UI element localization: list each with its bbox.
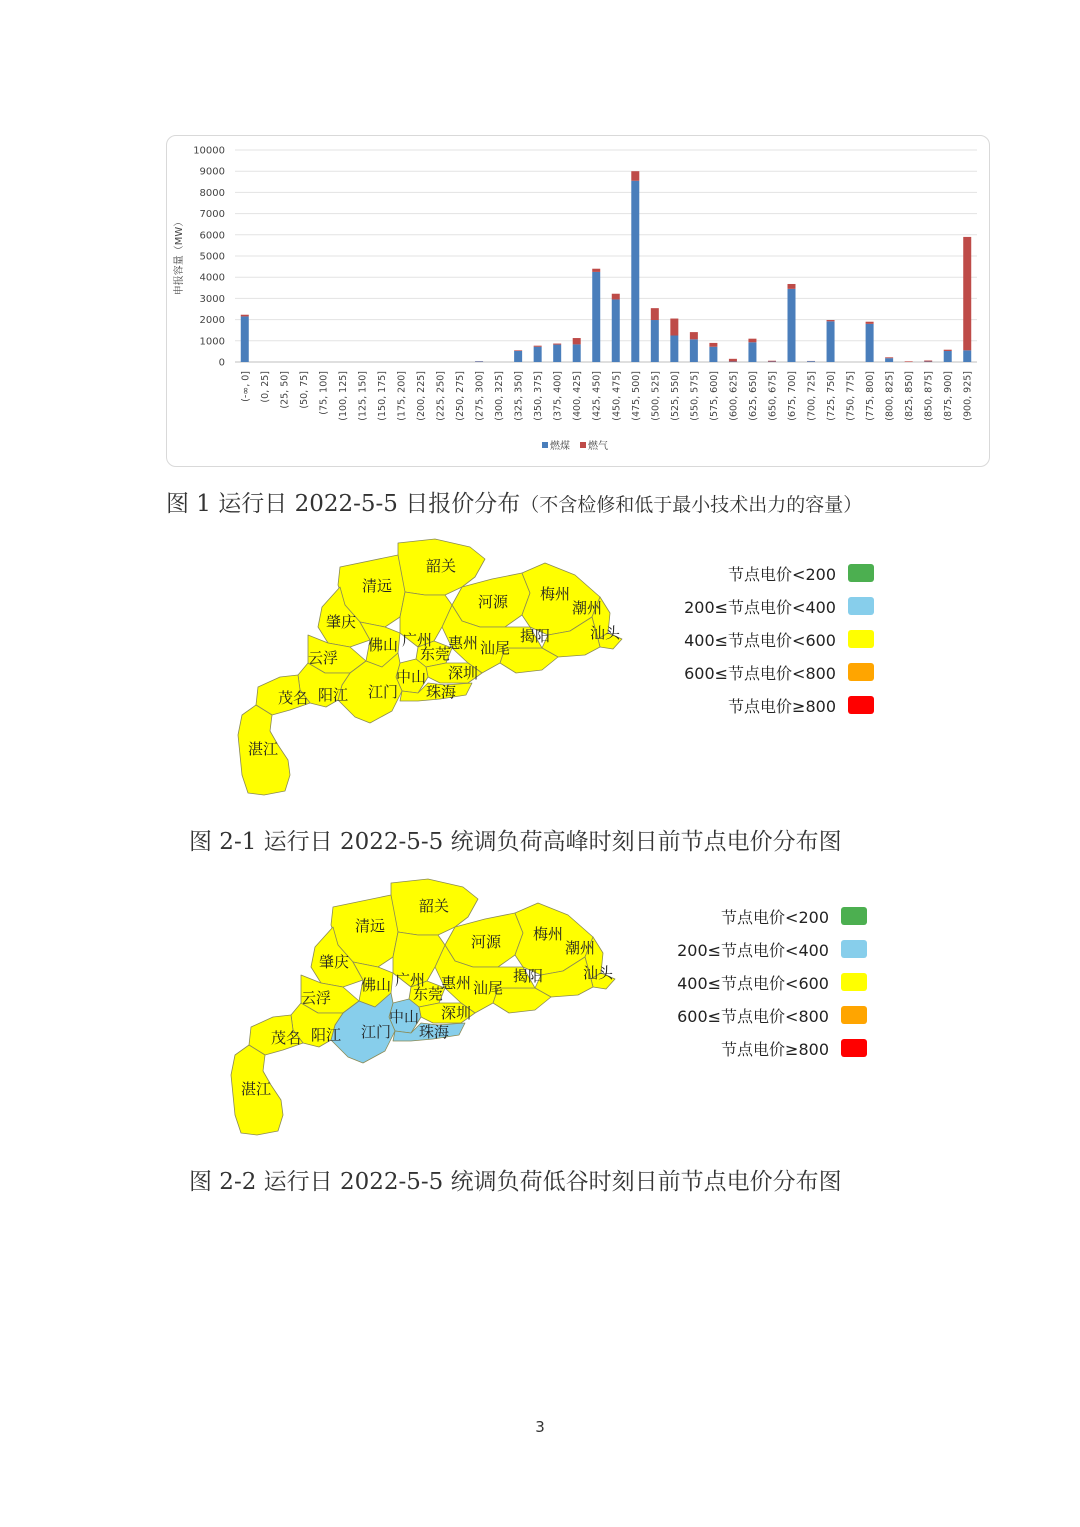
figure1-caption-note: （不含检修和低于最小技术出力的容量） [520,494,863,516]
x-tick-label: (675, 700] [787,371,798,421]
x-tick-label: (625, 650] [747,371,759,421]
figure2-2-caption: 图 2-2 运行日 2022-5-5 统调负荷低谷时刻日前节点电价分布图 [189,1169,842,1195]
bar-gas [866,322,874,324]
legend-swatch [848,564,874,582]
figure2-1-caption: 图 2-1 运行日 2022-5-5 统调负荷高峰时刻日前节点电价分布图 [189,829,842,855]
bar-gas [963,237,971,350]
legend-swatch [542,442,548,448]
city-label-dongguan: 东莞 [413,985,444,1003]
figure1-caption-main: 图 1 运行日 2022-5-5 日报价分布 [166,491,521,517]
y-tick-label: 1000 [199,336,225,348]
y-tick-label: 2000 [199,315,225,327]
legend-item-label: 200≤节点电价<400 [684,597,836,617]
y-tick-label: 3000 [199,293,225,305]
y-tick-label: 5000 [199,251,225,263]
legend-item-label: 节点电价<200 [728,564,836,584]
x-tick-label: (775, 800] [865,371,877,421]
legend-item-label: 节点电价≥800 [728,696,836,716]
legend-item [728,694,874,716]
bar-gas [729,359,737,362]
valley-price-map [223,875,623,1143]
x-tick-label: (425, 450] [591,371,603,421]
city-label-shantou: 汕头 [590,624,621,642]
bar-gas [534,346,542,347]
city-label-zhaoqing: 肇庆 [319,953,350,971]
city-label-shenzhen: 深圳 [448,664,479,682]
legend-swatch [848,696,874,714]
bar-gas [514,350,522,351]
legend-swatch [848,630,874,648]
city-label-jieyang: 揭阳 [513,967,544,985]
legend-swatch [848,663,874,681]
bar-coal [748,342,756,362]
city-label-shanwei: 汕尾 [480,639,511,657]
x-tick-label: (0, 25] [259,371,271,403]
bar-gas [573,338,581,344]
y-tick-label: 10000 [193,145,225,157]
y-tick-label: 4000 [199,272,225,284]
bar-gas [905,361,913,362]
bar-coal [670,336,678,363]
x-tick-label: (850, 875] [923,371,935,421]
x-tick-label: (475, 500] [630,371,642,421]
bar-coal [241,316,249,362]
city-label-heyuan: 河源 [478,593,509,611]
legend-swatch [841,973,867,991]
city-label-meizhou: 梅州 [540,585,571,603]
bar-gas [651,308,659,320]
y-axis-label: 申报容量（MW） [174,216,185,296]
city-label-zhongshan: 中山 [396,668,427,686]
city-label-zhanjiang: 湛江 [248,740,279,758]
legend-item [684,661,874,683]
city-label-chaozhou: 潮州 [565,939,596,957]
city-label-meizhou: 梅州 [533,925,564,943]
legend-item-label: 节点电价≥800 [721,1039,829,1059]
x-tick-label: (500, 525] [650,371,662,421]
y-tick-label: 7000 [199,209,225,221]
bar-coal [788,289,796,362]
legend-swatch [841,907,867,925]
city-label-shaoguan: 韶关 [426,557,457,575]
bar-coal [866,324,874,362]
legend-item [677,1004,867,1026]
bar-coal [963,350,971,362]
city-label-maoming: 茂名 [271,1029,302,1047]
figure1-caption [166,485,862,518]
city-label-huizhou: 惠州 [441,974,472,992]
x-tick-label: (900, 925] [962,371,974,421]
city-label-jiangmen: 江门 [368,683,399,701]
legend-item [721,1037,867,1059]
x-tick-label: (725, 750] [826,371,838,421]
x-tick-label: (400, 425] [572,371,584,421]
city-label-qingyuan: 清远 [362,577,393,595]
page-number: 3 [535,1418,545,1436]
city-label-maoming: 茂名 [278,689,309,707]
legend-item [677,971,867,993]
x-tick-label: (325, 350] [513,371,525,421]
legend-item [677,938,867,960]
y-tick-label: 9000 [199,166,225,178]
x-tick-label: (875, 900] [943,371,955,421]
bar-gas [788,284,796,289]
city-label-yunfu: 云浮 [308,649,339,667]
x-tick-label: (250, 275] [455,371,467,421]
x-tick-label: (450, 475] [611,371,623,421]
bar-coal [631,181,639,362]
bar-coal [651,320,659,362]
city-label-jieyang: 揭阳 [520,627,551,645]
x-tick-label: (700, 725] [806,371,818,421]
bar-coal [573,344,581,362]
city-label-dongguan: 东莞 [420,645,451,663]
legend-swatch [841,1039,867,1057]
city-label-zhongshan: 中山 [389,1008,420,1026]
bar-coal [827,321,835,362]
x-tick-label: (75, 100] [318,371,330,415]
legend-item-label: 400≤节点电价<600 [677,973,829,993]
city-label-qingyuan: 清远 [355,917,386,935]
city-label-yunfu: 云浮 [301,989,332,1007]
legend-swatch [841,940,867,958]
city-label-shantou: 汕头 [583,964,614,982]
y-tick-label: 8000 [199,187,225,199]
bar-coal [514,351,522,362]
peak-map-legend [640,562,874,732]
bar-gas [612,294,620,300]
legend-item [684,595,874,617]
peak-price-map [230,535,630,803]
bar-gas [924,361,932,362]
legend-item-label: 400≤节点电价<600 [684,630,836,650]
city-label-shanwei: 汕尾 [473,979,504,997]
legend-item-label: 600≤节点电价<800 [677,1006,829,1026]
bar-coal [553,345,561,362]
x-tick-label: (825, 850] [904,371,916,421]
bar-gas [241,315,249,317]
legend-swatch [841,1006,867,1024]
y-tick-label: 0 [218,357,225,369]
city-label-zhanjiang: 湛江 [241,1080,272,1098]
legend-swatch [848,597,874,615]
city-label-shenzhen: 深圳 [441,1004,472,1022]
bar-coal [475,361,483,362]
x-tick-label: (650, 675] [767,371,779,421]
x-tick-label: (175, 200] [396,371,408,421]
x-tick-label: (575, 600] [708,371,720,421]
x-tick-label: (50, 75] [298,371,310,409]
legend-label: 燃气 [588,441,608,452]
x-tick-label: (100, 125] [337,371,349,421]
city-label-shaoguan: 韶关 [419,897,450,915]
x-tick-label: (300, 325] [494,371,506,421]
x-tick-label: (550, 575] [689,371,701,421]
legend-item-label: 200≤节点电价<400 [677,940,829,960]
x-tick-label: (125, 150] [357,371,369,421]
city-label-chaozhou: 潮州 [572,599,603,617]
bar-gas [670,319,678,336]
bar-gas [885,357,893,358]
bar-coal [592,272,600,362]
city-label-zhuhai: 珠海 [426,683,457,701]
chart-canvas [167,136,989,466]
x-tick-label: (800, 825] [884,371,896,421]
x-tick-label: (350, 375] [533,371,545,421]
x-tick-label: (750, 775] [845,371,857,421]
legend-item [684,628,874,650]
y-tick-label: 6000 [199,230,225,242]
bar-gas [553,344,561,345]
bar-gas [827,320,835,321]
x-tick-label: (600, 625] [728,371,740,421]
x-tick-label: (25, 50] [279,371,291,409]
bar-coal [885,358,893,362]
bar-gas [944,350,952,351]
x-tick-label: (200, 225] [416,371,427,421]
city-label-huizhou: 惠州 [448,634,479,652]
bar-coal [709,347,717,362]
bar-gas [631,171,639,181]
x-tick-label: (225, 250] [435,371,447,421]
bar-gas [768,361,776,362]
bar-coal [807,361,815,362]
bar-coal [690,339,698,362]
city-label-guangzhou: 广州 [395,971,426,989]
bid-distribution-chart [166,135,990,467]
city-label-yangjiang: 阳江 [311,1026,342,1044]
bar-gas [690,332,698,339]
city-label-zhaoqing: 肇庆 [326,613,357,631]
legend-item-label: 600≤节点电价<800 [684,663,836,683]
bar-gas [709,343,717,347]
city-label-zhuhai: 珠海 [419,1023,450,1041]
city-label-foshan: 佛山 [368,636,399,654]
valley-map-legend [633,905,867,1075]
bar-coal [944,351,952,362]
x-tick-label: (375, 400] [552,371,564,421]
legend-label: 燃煤 [550,441,570,452]
x-tick-label: (-∞, 0] [240,371,252,402]
city-label-guangzhou: 广州 [402,631,433,649]
legend-item [721,905,867,927]
legend-item-label: 节点电价<200 [721,907,829,927]
x-tick-label: (150, 175] [376,371,388,421]
city-label-jiangmen: 江门 [361,1023,392,1041]
x-tick-label: (525, 550] [669,371,681,421]
legend-item [728,562,874,584]
city-label-yangjiang: 阳江 [318,686,349,704]
bar-gas [592,269,600,272]
city-label-foshan: 佛山 [361,976,392,994]
x-tick-label: (275, 300] [474,371,486,421]
legend-swatch [580,442,586,448]
bar-gas [748,339,756,343]
bar-coal [534,347,542,362]
city-label-heyuan: 河源 [471,933,502,951]
bar-coal [612,299,620,362]
